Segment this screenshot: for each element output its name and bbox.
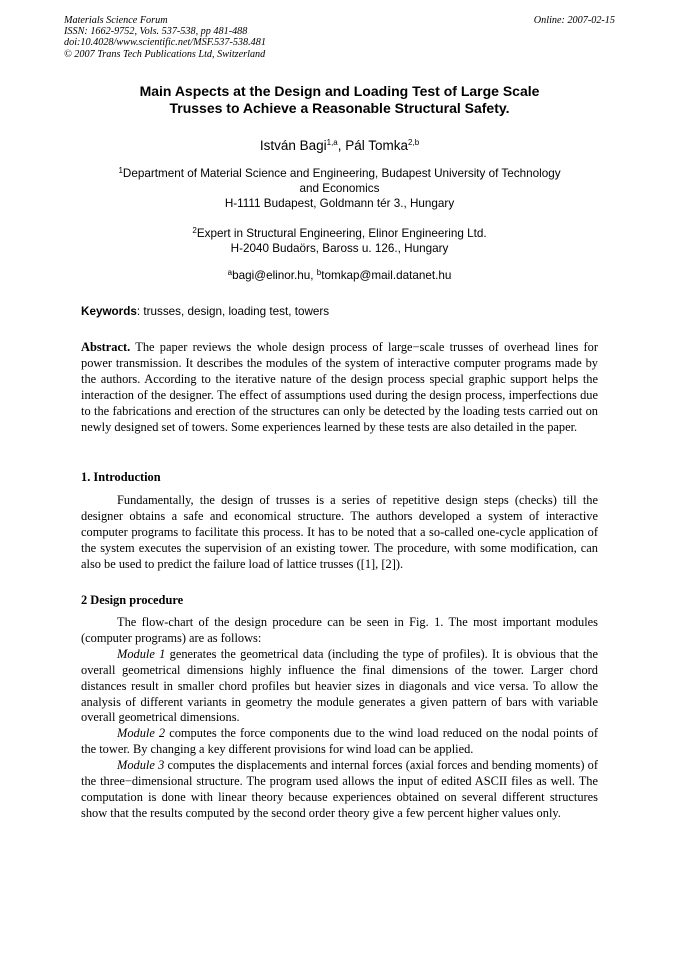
author-affiliation-marker: 2,b [408,138,420,147]
author-emails [64,268,615,283]
paper-title [64,83,615,117]
affiliation-line [64,226,615,241]
affiliation-address: H-1111 Budapest, Goldmann tér 3., Hungary [224,197,455,210]
module-1-text: generates the geometrical data (including the type of profiles). It is obvious that the overall geometrical dimensions highly influence the final dimensions of the tower. Larger chord distances result in smaller chord profiles but heavier sizes in diagonals and vice versa. To allow the analysis of different variants in geometry the module generates a given pattern of bars with variable overall geometrical dimensions. [81,646,598,725]
affiliation-marker: 2 [192,226,197,235]
module-3-label: Module 3 [117,758,165,773]
introduction-paragraph: Fundamentally, the design of trusses is a series of repetitive design steps (checks) till the designer obtains a safe and economical structure. The authors developed a system of interactive computer programs to facilitate this process. It has to be noted that a so-called one-cycle application of the system executes the supervision of an existing tower. The procedure, with some modification, can also be used to predict the failure load of lattice trusses ([1], [2]). [81,493,598,571]
keywords-text: : trusses, design, loading test, towers [136,305,330,318]
journal-info [64,15,615,60]
affiliation-line: and Economics [299,182,380,195]
affiliation-line [64,166,615,181]
section-heading-design-procedure: 2 Design procedure [81,593,184,607]
affiliation-text: Expert in Structural Engineering, Elinor Engineering Ltd. [196,227,487,240]
journal-issn: ISSN: 1662-9752, Vols. 537-538, pp 481-488 [64,26,248,38]
abstract-label: Abstract. [81,340,131,354]
module-2-paragraph [81,726,598,758]
author-separator: , [337,138,346,153]
email-marker: b [316,268,322,277]
module-3-text: computes the displacements and internal forces (axial forces and bending moments) of the three−dimensional structure. The program used allows the input of edited ASCII files as well. The computation is done with linear theory because experiences obtained on several different structures show that the results computed by the second order theory give a few percent higher values only. [81,758,598,820]
author-name: István Bagi [259,138,327,153]
author-affiliation-marker: 1,a [326,138,338,147]
author-name: Pál Tomka [345,138,409,153]
design-intro-paragraph: The flow-chart of the design procedure can be seen in Fig. 1. The most important modules (computer programs) are as follows: [81,615,598,645]
module-1-label: Module 1 [117,646,166,661]
author-list [64,138,615,154]
keywords-label: Keywords [81,305,137,318]
keywords [81,304,601,319]
module-1-paragraph [81,647,598,727]
online-date: Online: 2007-02-15 [533,15,615,26]
journal-name: Materials Science Forum [64,15,168,26]
abstract-text: The paper reviews the whole design process of large−scale trusses of overhead lines for power transmission. It describes the modules of the system of interactive computer programs made by the authors. According to the iterative nature of the design process special graphic support helps the interaction of the designer. The effect of assumptions used during the design process, imperfections due to the fabrications and erection of the structures can only be detected by the loading tests carried out on newly designed set of towers. Some experiences learned by these tests are also detailed in the paper. [81,340,598,434]
journal-doi: doi:10.4028/www.scientific.net/MSF.537-538.481 [64,37,266,49]
affiliation-2 [64,226,615,256]
abstract [81,340,598,435]
module-3-paragraph [81,758,598,822]
journal-copyright: © 2007 Trans Tech Publications Ltd, Switzerland [64,48,266,60]
section-heading-introduction: 1. Introduction [81,470,161,484]
title-line-2: Trusses to Achieve a Reasonable Structural Safety. [169,100,510,116]
title-line-1: Main Aspects at the Design and Loading Test of Large Scale [139,83,540,99]
module-2-label: Module 2 [117,726,166,741]
module-2-text: computes the force components due to the wind load reduced on the nodal points of the tower. By changing a key different provisions for wind load can be applied. [81,726,598,757]
design-procedure-text [81,615,598,822]
email-address: bagi@elinor.hu, [232,269,317,282]
affiliation-text: Department of Material Science and Engineering, Budapest University of Technology [122,167,561,180]
affiliation-address: H-2040 Budaörs, Baross u. 126., Hungary [230,242,449,255]
journal-header [64,15,615,60]
email-address: tomkap@mail.datanet.hu [321,269,452,282]
affiliation-marker: 1 [118,166,123,175]
email-marker: a [227,268,233,277]
affiliation-1 [64,166,615,211]
